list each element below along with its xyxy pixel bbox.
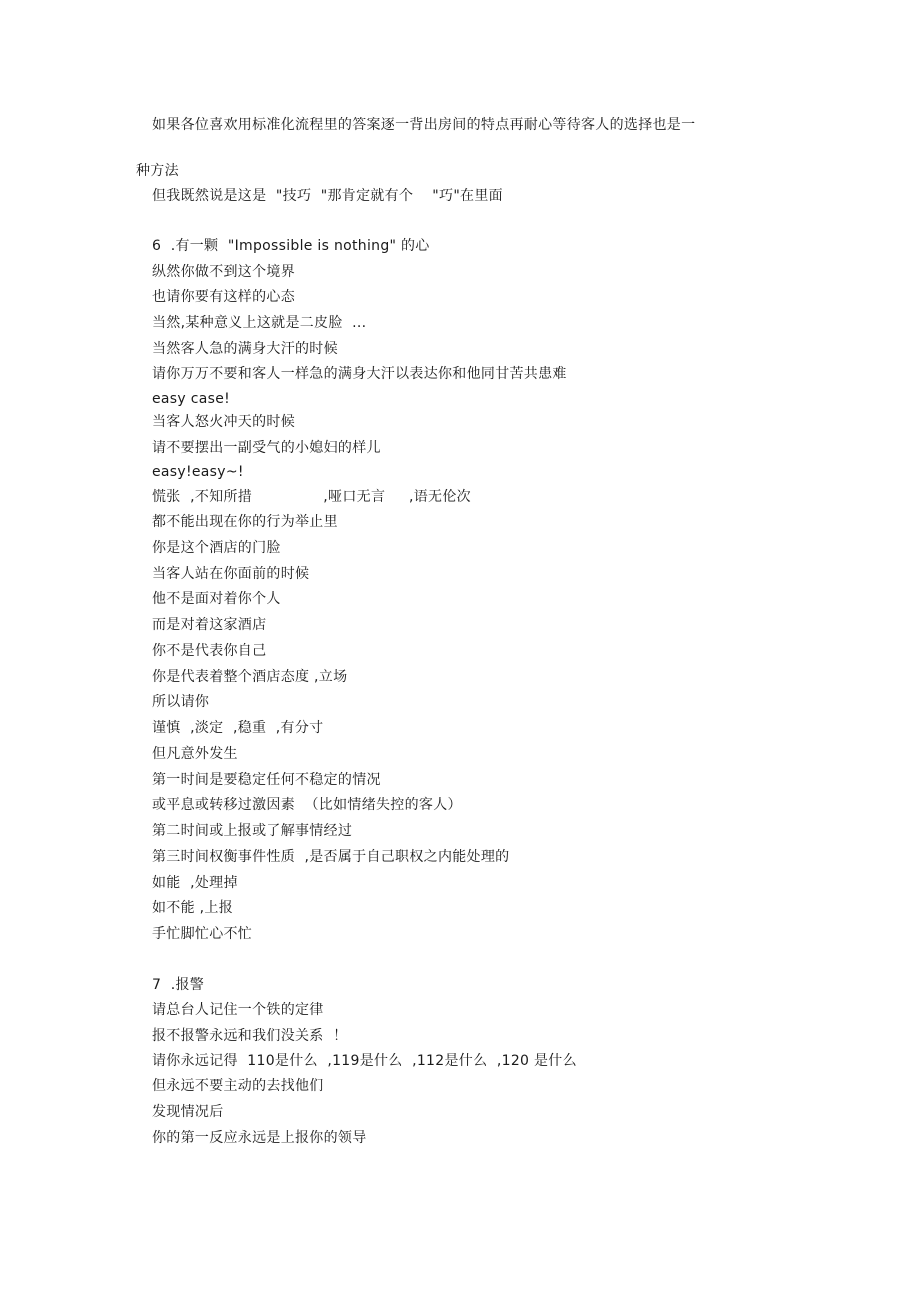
section-6-line: 谨慎 ,淡定 ,稳重 ,有分寸 (152, 720, 324, 736)
section-6-line: easy case! (152, 391, 231, 407)
intro-line-1-tail: 种方法 (136, 163, 179, 179)
section-6-line: 他不是面对着你个人 (152, 591, 281, 607)
section-6-line: 都不能出现在你的行为举止里 (152, 514, 338, 530)
section-6-line: 请你万万不要和客人一样急的满身大汗以表达你和他同甘苦共患难 (152, 366, 567, 382)
section-6-line: 第二时间或上报或了解事情经过 (152, 823, 353, 839)
section-6-line: 所以请你 (152, 694, 210, 710)
section-6-line: 你是这个酒店的门脸 (152, 540, 281, 556)
section-6-line: 你不是代表你自己 (152, 643, 267, 659)
section-6-line: 请不要摆出一副受气的小媳妇的样儿 (152, 440, 381, 456)
section-7-line: 但永远不要主动的去找他们 (152, 1078, 324, 1094)
section-6-line: 当客人怒火冲天的时候 (152, 414, 295, 430)
section-6-line: 如能 ,处理掉 (152, 875, 238, 891)
intro-line-2: 但我既然说是这是 "技巧 "那肯定就有个 "巧"在里面 (152, 188, 503, 204)
section-6-line: 当客人站在你面前的时候 (152, 566, 310, 582)
section-6-line: 纵然你做不到这个境界 (152, 264, 295, 280)
section-6-line: 当然客人急的满身大汗的时候 (152, 341, 338, 357)
section-6-line: 而是对着这家酒店 (152, 617, 267, 633)
section-7-line: 你的第一反应永远是上报你的领导 (152, 1130, 367, 1146)
section-6-line: 第一时间是要稳定任何不稳定的情况 (152, 772, 381, 788)
section-6-line: 当然,某种意义上这就是二皮脸 ... (152, 315, 367, 331)
section-6-line: 如不能 ,上报 (152, 900, 233, 916)
section-6-line: 第三时间权衡事件性质 ,是否属于自己职权之内能处理的 (152, 849, 510, 865)
section-6-line: 手忙脚忙心不忙 (152, 926, 253, 942)
section-6-heading: 6 .有一颗 "Impossible is nothing" 的心 (152, 238, 430, 254)
section-6-line: 也请你要有这样的心态 (152, 289, 295, 305)
section-7-line: 请总台人记住一个铁的定律 (152, 1002, 324, 1018)
section-6-line: 但凡意外发生 (152, 746, 238, 762)
intro-line-1: 如果各位喜欢用标准化流程里的答案逐一背出房间的特点再耐心等待客人的选择也是一 (152, 117, 696, 133)
section-7-line: 发现情况后 (152, 1104, 224, 1120)
section-6-line: easy!easy~! (152, 464, 244, 480)
section-7-line: 请你永远记得 110是什么 ,119是什么 ,112是什么 ,120 是什么 (152, 1053, 577, 1069)
section-7-heading: 7 .报警 (152, 977, 205, 993)
section-6-line: 你是代表着整个酒店态度 ,立场 (152, 669, 348, 685)
section-6-line: 或平息或转移过激因素 （比如情绪失控的客人） (152, 797, 462, 813)
section-6-line: 慌张 ,不知所措 ,哑口无言 ,语无伦次 (152, 489, 471, 505)
section-7-line: 报不报警永远和我们没关系 ！ (152, 1028, 348, 1044)
